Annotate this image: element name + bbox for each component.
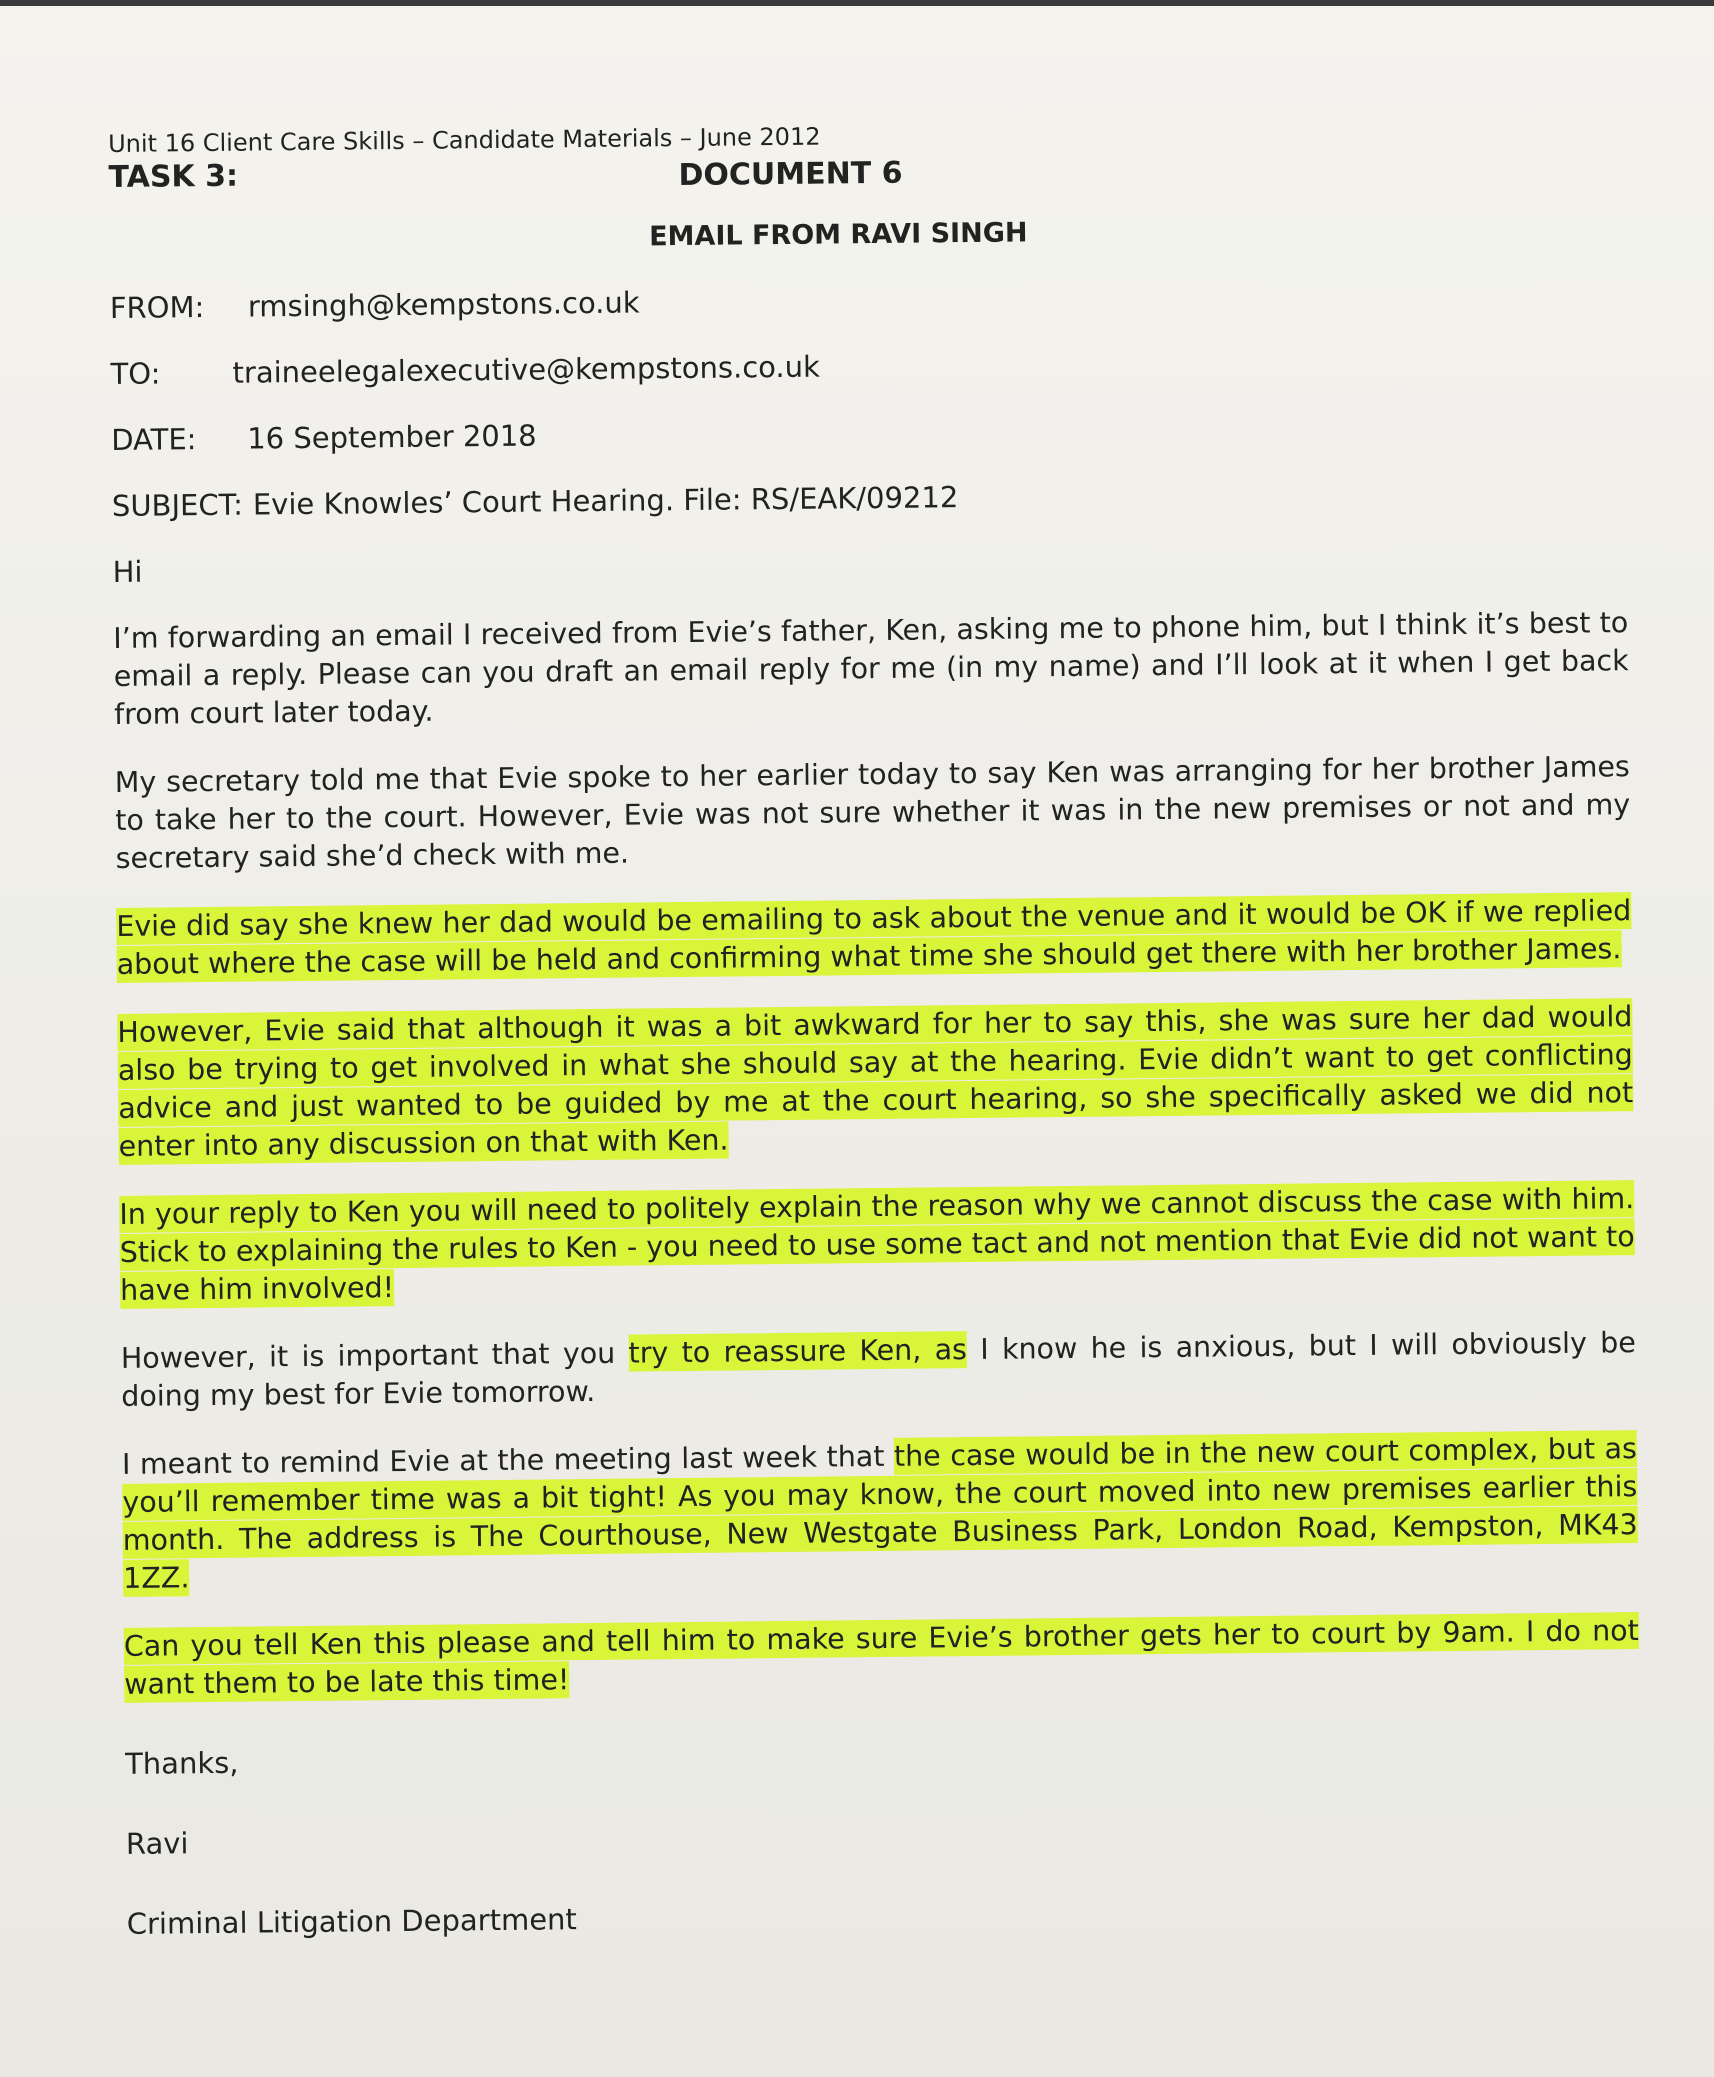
paragraph-forwarding	[113, 604, 1629, 734]
document-number: DOCUMENT 6	[678, 155, 903, 194]
date-field	[111, 406, 1641, 458]
signoff-thanks: Thanks,	[124, 1745, 239, 1781]
subject-label: SUBJECT:	[111, 487, 244, 523]
date-label: DATE:	[111, 422, 197, 457]
paragraph-text: I meant to remind Evie at the meeting last week that	[121, 1439, 895, 1481]
from-value: rmsingh@kempstons.co.uk	[247, 285, 640, 324]
paragraph-text: I know he is anxious, but I will obviously be doing my best for Evie tomorrow.	[121, 1326, 1636, 1413]
paragraph-venue	[116, 892, 1632, 984]
highlighted-text: Evie did say she knew her dad would be emailing to ask about the venue and it would be OK if we replied about where the case will be held and confirming what time she should get there with her brother James.	[116, 894, 1632, 981]
highlighted-text: Can you tell Ken this please and tell him to make sure Evie’s brother gets her to court by 9am. I do not want them to be late this time!	[123, 1614, 1639, 1701]
to-field	[110, 340, 1640, 392]
paragraph-court-address	[122, 1430, 1639, 1598]
to-value: traineelegalexecutive@kempstons.co.uk	[232, 349, 820, 390]
from-field	[110, 274, 1640, 326]
from-label: FROM:	[109, 290, 205, 325]
highlighted-text: However, Evie said that although it was a bit awkward for her to say this, she was sure her dad would also be trying to get involved in what she should say at the hearing. Evie didn’t want to get conflicting advice and just wanted to be guided by me at the court hearing, so she specifically asked we did not enter into any discussion on that with Ken.	[117, 1000, 1634, 1163]
signoff-department: Criminal Litigation Department	[126, 1902, 577, 1941]
subject-value: Evie Knowles’ Court Hearing. File: RS/EAK/09212	[252, 480, 959, 522]
highlighted-text: In your reply to Ken you will need to politely explain the reason why we cannot discuss the case with him. Stick to explaining the rules to Ken - you need to use some tact and not mention that Evie did not want to have him involved!	[119, 1182, 1635, 1307]
paragraph-secretary	[115, 748, 1631, 878]
signoff-name: Ravi	[125, 1826, 189, 1861]
page-top-edge	[0, 0, 1714, 6]
paragraph-arrival-time	[124, 1612, 1640, 1704]
document-header: Unit 16 Client Care Skills – Candidate Materials – June 2012	[108, 122, 821, 158]
subject-field	[112, 472, 1642, 524]
highlighted-text: the case would be in the new court complex, but as you’ll remember time was a bit tight! As you may know, the court moved into new premises earlier this month. The address is The Courthouse, New Westgate Business Park, London Road, Kempston, MK43 1ZZ.	[122, 1432, 1638, 1595]
task-label: TASK 3:	[108, 158, 239, 195]
document-content	[108, 114, 1657, 1942]
paragraph-text: I’m forwarding an email I received from Evie’s father, Ken, asking me to phone him, but I think it’s best to email a reply. Please can you draft an email reply for me (in my name) and I’ll look at it when I get back from court later today.	[113, 606, 1629, 731]
date-value: 16 September 2018	[247, 418, 537, 456]
email-title: EMAIL FROM RAVI SINGH	[648, 217, 1028, 253]
greeting: Hi	[112, 554, 143, 589]
highlighted-text: try to reassure Ken, as	[628, 1333, 968, 1370]
paragraph-awkward	[117, 998, 1634, 1166]
to-label: TO:	[110, 356, 161, 391]
paragraph-reassure	[121, 1324, 1637, 1416]
paragraph-text: However, it is important that you	[120, 1336, 629, 1375]
paragraph-reply-rules	[119, 1180, 1635, 1310]
paragraph-text: My secretary told me that Evie spoke to her earlier today to say Ken was arranging for her brother James to take her to the court. However, Evie was not sure whether it was in the new premises or not and my secretary said she’d check with me.	[114, 750, 1631, 875]
